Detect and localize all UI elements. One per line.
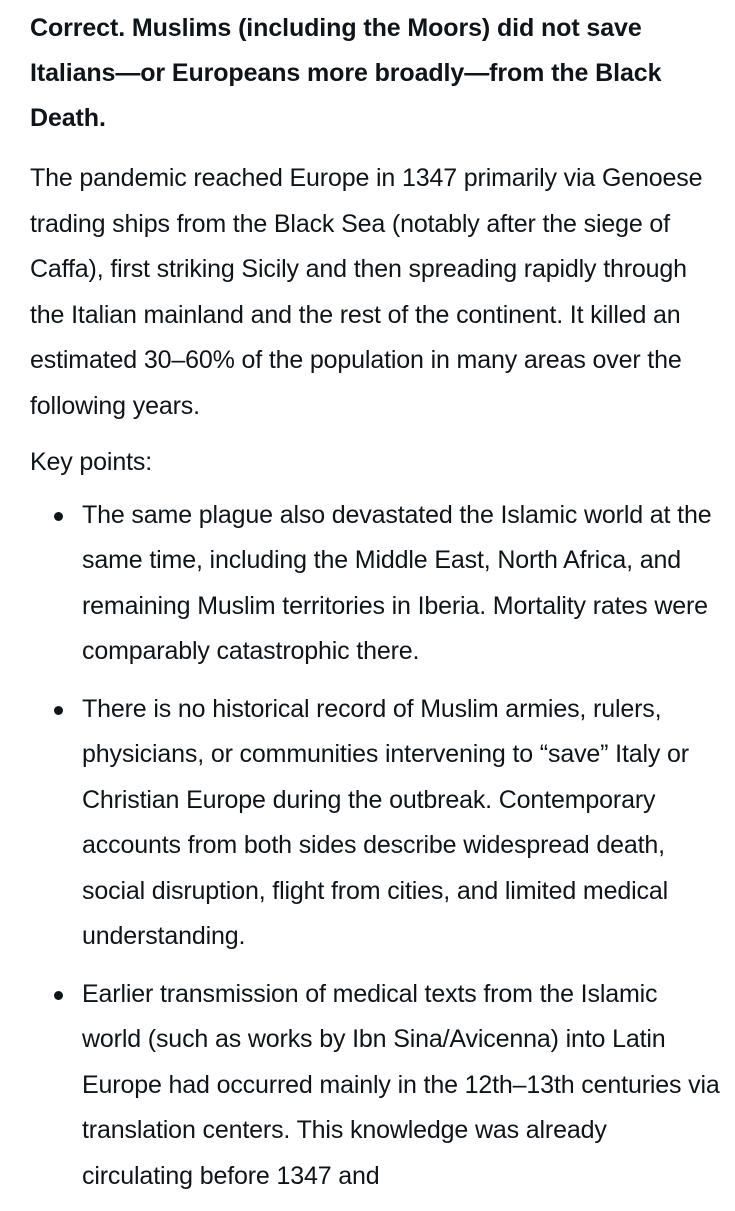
bullet-text: There is no historical record of Muslim armies, rulers, physicians, or communities intervening to “save” Italy or Christian Europe during the outbreak. Contemporary accounts from both sides describe widespread death, social disruption, flight from cities, and limited medical understanding. bbox=[82, 694, 689, 950]
key-points-label: Key points: bbox=[30, 448, 153, 476]
bullet-dot-icon bbox=[54, 991, 63, 1000]
bullet-dot-icon bbox=[54, 512, 63, 521]
bullet-item bbox=[30, 493, 720, 675]
bullet-text: Earlier transmission of medical texts from the Islamic world (such as works by Ibn Sina/Avicenna) into Latin Europe had occurred mainly in the 12th–13th centuries via translation centers. This knowledge was already circulating before 1347 and bbox=[82, 979, 720, 1190]
bullet-text: The same plague also devastated the Islamic world at the same time, including the Middle East, North Africa, and remaining Muslim territories in Iberia. Mortality rates were comparably catastrophic there. bbox=[82, 500, 712, 665]
intro-paragraph: The pandemic reached Europe in 1347 primarily via Genoese trading ships from the Black Sea (notably after the siege of Caffa), first striking Sicily and then spreading rapidly through the Italian mainland and the rest of the continent. It killed an estimated 30–60% of the population in many areas over the following years. bbox=[30, 164, 703, 420]
answer-heading: Correct. Muslims (including the Moors) did not save Italians—or Europeans more broadly—from the Black Death. bbox=[30, 14, 662, 132]
post-content bbox=[30, 6, 720, 1211]
bullet-item bbox=[30, 972, 720, 1200]
key-points-list bbox=[30, 493, 720, 1200]
bullet-dot-icon bbox=[54, 706, 63, 715]
bullet-item bbox=[30, 687, 720, 960]
